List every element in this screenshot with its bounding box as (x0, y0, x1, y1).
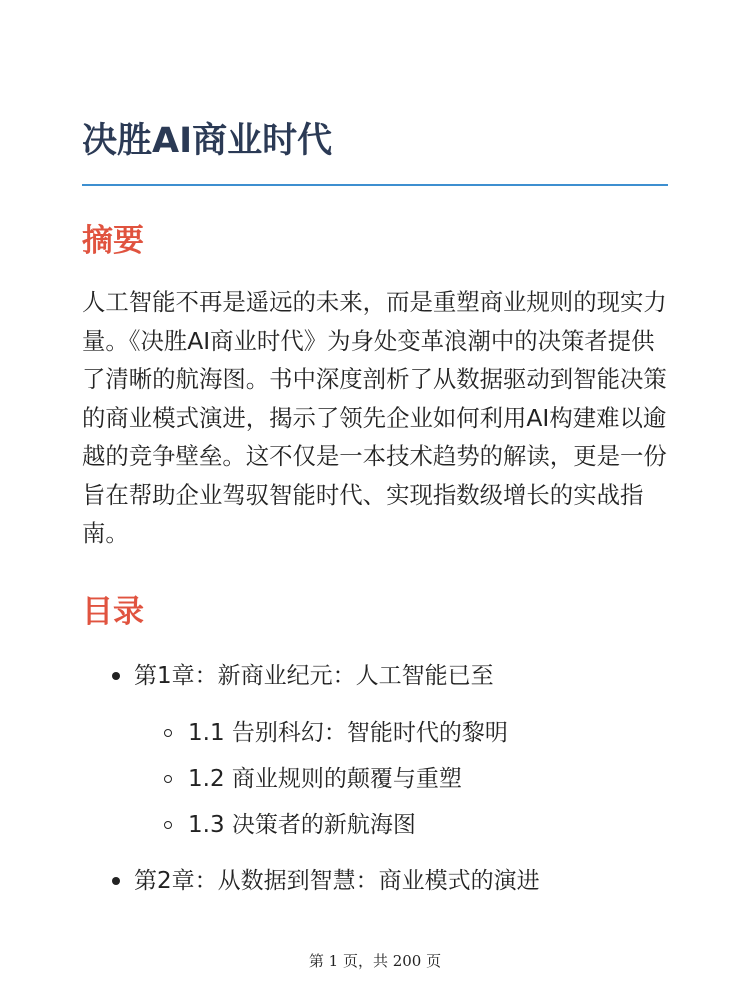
toc-chapter-2: 第2章：从数据到智慧：商业模式的演进 (134, 868, 540, 894)
toc-section-1-2: 1.2 商业规则的颠覆与重塑 (188, 766, 462, 792)
toc-chapter-1: 第1章：新商业纪元：人工智能已至 (134, 663, 494, 689)
hollow-bullet-icon (164, 821, 172, 829)
bullet-icon (112, 877, 120, 885)
summary-paragraph: 人工智能不再是遥远的未来，而是重塑商业规则的现实力量。《决胜AI商业时代》为身处变革浪潮中的决策者提供了清晰的航海图。书中深度剖析了从数据驱动到智能决策的商业模式演进，揭示了领先企业如何利用AI构建难以逾越的竞争壁垒。这不仅是一本技术趋势的解读，更是一份旨在帮助企业驾驭智能时代、实现指数级增长的实战指南。 (82, 288, 667, 547)
hollow-bullet-icon (164, 729, 172, 737)
page-footer: 第 1 页，共 200 页 (308, 952, 442, 970)
toc-list (82, 0, 668, 1000)
book-title: 决胜AI商业时代 (82, 121, 333, 161)
bullet-icon (112, 672, 120, 680)
toc-heading: 目录 (82, 594, 144, 630)
toc-section-1-3: 1.3 决策者的新航海图 (188, 812, 416, 838)
summary-heading: 摘要 (82, 223, 144, 259)
toc-section-1-1: 1.1 告别科幻：智能时代的黎明 (188, 720, 508, 746)
document-page (82, 0, 668, 1000)
hollow-bullet-icon (164, 775, 172, 783)
